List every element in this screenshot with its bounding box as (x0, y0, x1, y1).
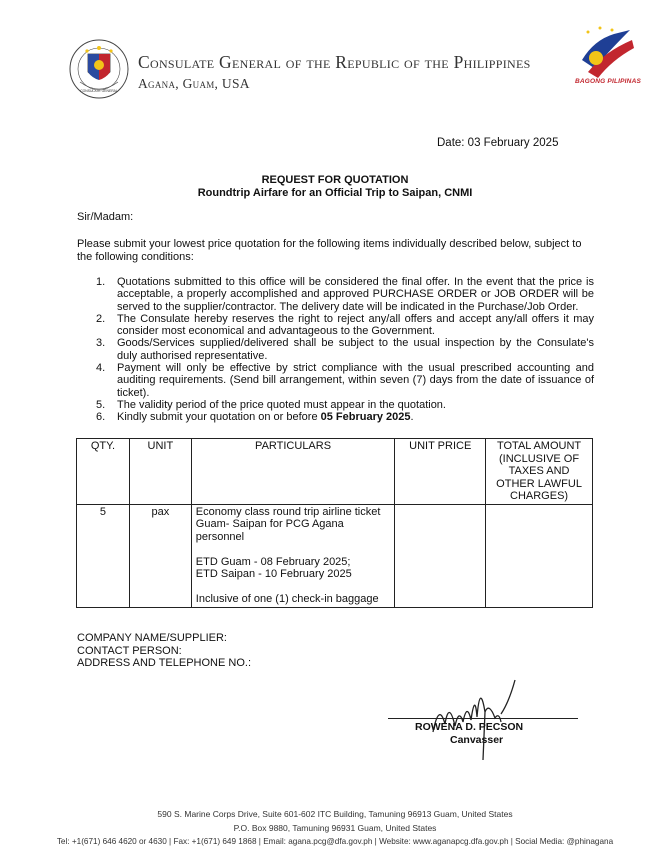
footer-address: 590 S. Marine Corps Drive, Suite 601-602 ITC Building, Tamuning 96913 Guam, United States (157, 809, 513, 819)
particulars-line (196, 543, 391, 556)
particulars-line: Economy class round trip airline ticket (195, 505, 381, 518)
cell-unit-price[interactable] (395, 504, 486, 607)
particulars-line: personnel (195, 530, 245, 543)
condition-number: 3. (96, 337, 106, 350)
condition-item (96, 313, 594, 338)
condition-item (96, 411, 594, 423)
cell-particulars (191, 504, 395, 607)
signatory-name: ROWENA D. PECSON (415, 721, 524, 733)
condition-number: 4. (96, 362, 106, 375)
particulars-line: ETD Guam - 08 February 2025; (195, 555, 351, 568)
deadline-date: 05 February 2025 (320, 411, 411, 424)
header-particulars: PARTICULARS (191, 439, 395, 505)
intro-paragraph: Please submit your lowest price quotation for the following items individually described below, subject to the following conditions: (77, 238, 582, 263)
contact-person-field: CONTACT PERSON: (77, 644, 182, 657)
condition-item (96, 337, 594, 362)
table-row (77, 504, 593, 607)
condition-text: The Consulate hereby reserves the right to reject any/all offers and accept any/all offers it may consider most economical and advantageous to the Government. (117, 312, 594, 338)
bagong-pilipinas-label: BAGONG PILIPINAS (574, 78, 642, 85)
salutation: Sir/Madam: (77, 211, 134, 223)
header-unit-price: UNIT PRICE (395, 439, 486, 505)
document-title: REQUEST FOR QUOTATION (261, 174, 409, 186)
consulate-title: Consulate General of the Republic of the Philippines (138, 52, 531, 72)
table-header-row (77, 439, 593, 505)
cell-unit: pax (129, 504, 191, 607)
seal-text: CONSULATE GENERAL (80, 89, 118, 93)
conditions-list (96, 276, 594, 424)
header-unit: UNIT (129, 439, 191, 505)
quotation-table (76, 438, 593, 608)
condition-item (96, 276, 594, 313)
footer-po-box: P.O. Box 9880, Tamuning 96931 Guam, United States (233, 823, 437, 833)
particulars-line: ETD Saipan - 10 February 2025 (195, 568, 352, 580)
condition-number: 6. (96, 411, 106, 424)
condition-number: 1. (96, 276, 106, 288)
condition-text: Quotations submitted to this office will be considered the final offer. In the event that the price is acceptable, a properly accomplished and approved PURCHASE ORDER or JOB ORDER will be served to the supplier/contractor. The delivery date will be indicated in the Purchase/Job Order. (117, 276, 594, 313)
handwritten-signature-icon (425, 672, 525, 762)
condition-text: Goods/Services supplied/delivered shall be subject to the usual inspection by the Consulate's duly authorised representative. (117, 337, 594, 362)
condition-number: 5. (96, 398, 106, 411)
document-subtitle: Roundtrip Airfare for an Official Trip to Saipan, CNMI (197, 187, 473, 199)
condition-item (96, 399, 594, 411)
philippine-seal-icon (68, 38, 130, 100)
condition-number: 2. (96, 312, 106, 325)
cell-qty: 5 (77, 504, 130, 607)
footer-contacts: Tel: +1(671) 646 4620 or 4630 | Fax: +1(671) 649 1868 | Email: agana.pcg@dfa.gov.ph | Website: www.aganapcg.dfa.gov.ph | Social Media: @phinagana (56, 837, 614, 846)
signatory-role: Canvasser (450, 734, 504, 746)
company-name-field: COMPANY NAME/SUPPLIER: (77, 632, 227, 644)
company-fields (77, 632, 251, 670)
consulate-location: Agana, Guam, USA (138, 76, 250, 91)
condition-text-suffix: . (410, 411, 414, 424)
condition-text-prefix: Kindly submit your quotation on or before (117, 411, 321, 424)
condition-item (96, 362, 594, 399)
signature-line (388, 718, 578, 719)
particulars-line: Inclusive of one (1) check-in baggage (195, 593, 379, 605)
cell-total-amount[interactable] (486, 504, 593, 607)
condition-text: Payment will only be effective by strict compliance with the usual prescribed accounting and auditing requirements. (Send bill arrangement, within seven (7) days from the date of issuance of ticket). (117, 362, 594, 399)
particulars-line (196, 581, 391, 594)
header-total-amount: TOTAL AMOUNT (INCLUSIVE OF TAXES AND OTHER LAWFUL CHARGES) (486, 439, 593, 505)
bagong-pilipinas-logo-icon (574, 24, 638, 86)
header-qty: QTY. (77, 439, 130, 505)
address-telephone-field: ADDRESS AND TELEPHONE NO.: (77, 657, 252, 669)
document-date: Date: 03 February 2025 (437, 137, 559, 149)
particulars-line: Guam- Saipan for PCG Agana (195, 518, 344, 530)
condition-text: The validity period of the price quoted must appear in the quotation. (117, 398, 446, 411)
